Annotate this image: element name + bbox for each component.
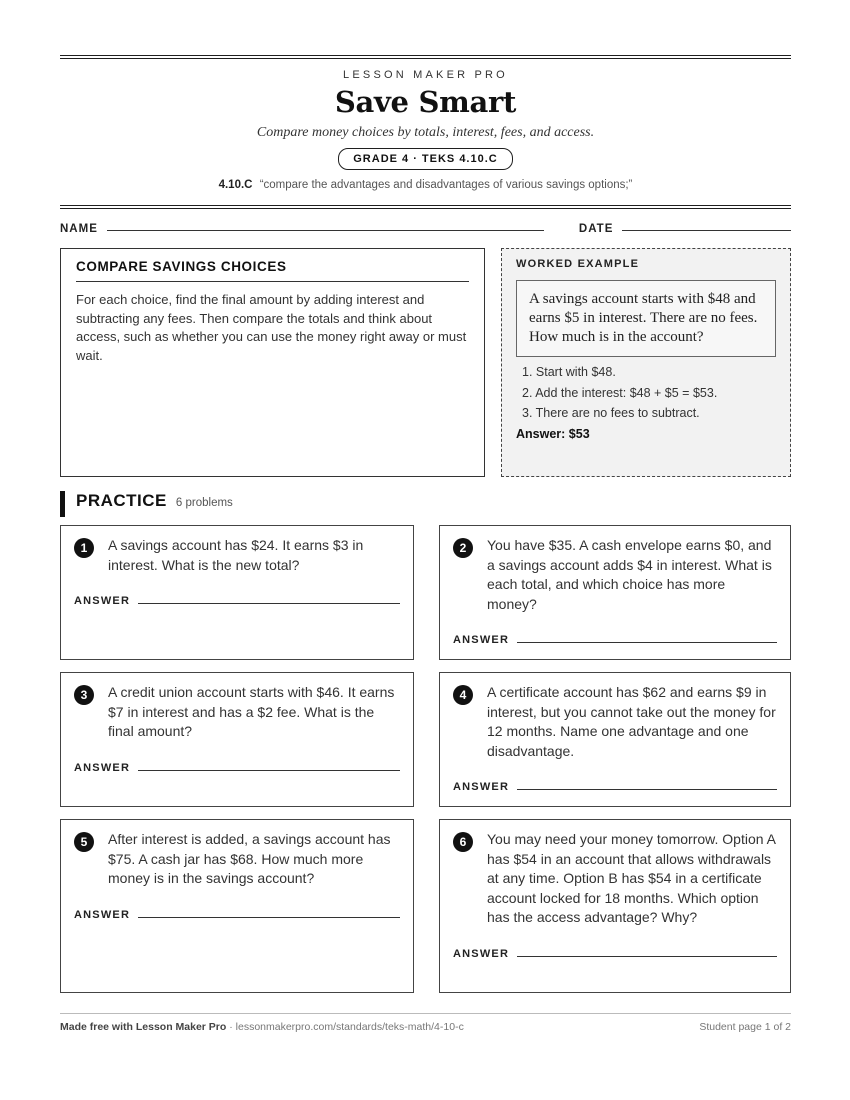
footer-credit [60, 1021, 464, 1033]
problem-card-6 [439, 819, 791, 993]
answer-label: ANSWER [453, 634, 510, 646]
problem-card-5 [60, 819, 414, 993]
answer-field[interactable] [138, 770, 400, 771]
standard-line [60, 179, 791, 191]
problem-text: You may need your money tomorrow. Option A has $54 in an account that allows withdrawals at any time. Option B has $54 in a certificate account locked for 18 months. Which option has the access advantage? Why? [487, 831, 776, 925]
header-bottom-rule [60, 205, 791, 209]
example-step: 2. Add the interest: $48 + $5 = $53. [522, 385, 718, 400]
page-footer [60, 1013, 791, 1033]
problem-text: You have $35. A cash envelope earns $0, and a savings account adds $4 in interest. What is each total, and which choice has more money? [487, 537, 772, 612]
answer-field[interactable] [138, 603, 400, 604]
worked-example-steps [516, 362, 776, 424]
footer-url[interactable]: · lessonmakerpro.com/standards/teks-math/4-10-c [226, 1021, 464, 1033]
answer-label: ANSWER [74, 761, 131, 774]
footer-made-with: Made free with Lesson Maker Pro [60, 1021, 227, 1033]
worksheet-page [60, 55, 791, 993]
problem-card-3 [60, 672, 414, 807]
practice-grid [60, 525, 791, 993]
answer-field[interactable] [517, 642, 777, 643]
problem-card-2 [439, 525, 791, 660]
name-label: NAME [60, 223, 98, 235]
problem-text: After interest is added, a savings account has $75. A cash jar has $68. How much more money is in the savings account? [108, 831, 391, 886]
brand-name: LESSON MAKER PRO [343, 69, 508, 81]
problem-number-badge: 4 [453, 685, 473, 705]
worked-example-answer: Answer: $53 [516, 426, 590, 441]
worked-example-label: WORKED EXAMPLE [516, 258, 640, 270]
worksheet-subtitle: Compare money choices by totals, interest, fees, and access. [256, 125, 595, 140]
header-top-rule [60, 55, 791, 59]
compare-text: For each choice, find the final amount by adding interest and subtracting any fees. Then compare the totals and think about access, such as whether you can use the money right away or must wait. [76, 292, 467, 363]
answer-label: ANSWER [453, 947, 510, 960]
standard-code: 4.10.C [218, 179, 253, 191]
standard-text: “compare the advantages and disadvantages of various savings options;” [259, 179, 633, 191]
worked-example-box [501, 248, 791, 477]
worksheet-title: Save Smart [334, 85, 517, 119]
answer-field[interactable] [138, 917, 400, 918]
problem-number-badge: 5 [74, 832, 94, 852]
example-step: 1. Start with $48. [522, 365, 616, 379]
problem-number-badge: 2 [453, 538, 473, 558]
compare-savings-box [60, 248, 485, 477]
grade-badge: GRADE 4 · TEKS 4.10.C [338, 148, 512, 170]
name-date-row [60, 223, 791, 235]
answer-label: ANSWER [453, 781, 510, 793]
practice-count: 6 problems [175, 497, 233, 509]
practice-title: PRACTICE [76, 491, 167, 510]
problem-number-badge: 1 [74, 538, 94, 558]
problem-text: A certificate account has $62 and earns $9 in interest, but you cannot take out the money for 12 months. Name one advantage and one disadvantage. [487, 684, 776, 759]
problem-text: A credit union account starts with $46. It earns $7 in interest and has a $2 fee. What is the final amount? [108, 684, 395, 739]
answer-field[interactable] [517, 789, 777, 790]
example-step: 3. There are no fees to subtract. [522, 406, 700, 420]
problem-number-badge: 6 [453, 832, 473, 852]
name-field[interactable] [107, 230, 544, 231]
problem-number-badge: 3 [74, 685, 94, 705]
problem-card-4 [439, 672, 791, 807]
date-label: DATE [578, 223, 614, 235]
problem-text: A savings account has $24. It earns $3 in interest. What is the new total? [108, 537, 364, 573]
compare-title: COMPARE SAVINGS CHOICES [76, 259, 469, 282]
worked-example-problem: A savings account starts with $48 and earns $5 in interest. There are no fees. How much is in the account? [516, 280, 776, 357]
date-field[interactable] [622, 230, 791, 231]
footer-page-number: Student page 1 of 2 [699, 1021, 791, 1033]
problem-card-1 [60, 525, 414, 660]
practice-header [60, 491, 791, 517]
answer-label: ANSWER [74, 595, 131, 607]
answer-field[interactable] [517, 956, 777, 957]
answer-label: ANSWER [74, 908, 131, 921]
